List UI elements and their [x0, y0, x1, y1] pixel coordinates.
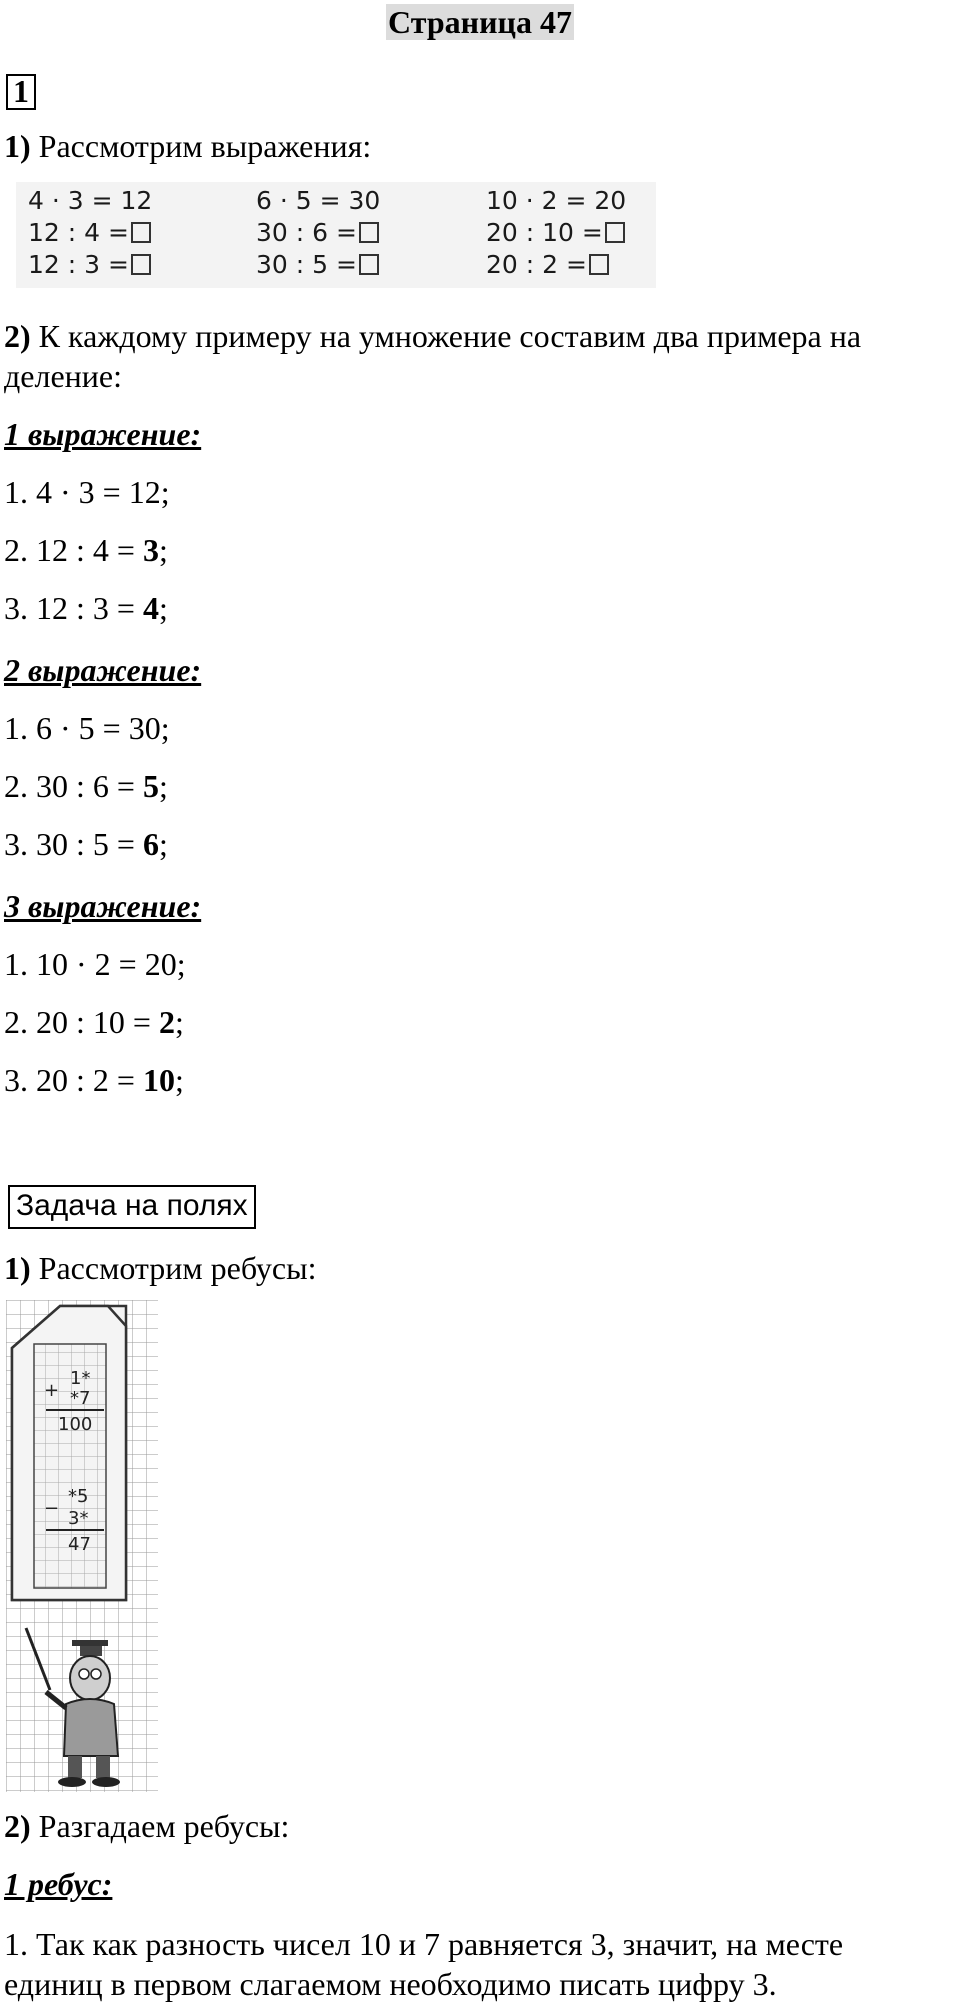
step-text: Разгадаем ребусы: — [30, 1808, 290, 1844]
page-title: Страница 47 — [388, 4, 572, 40]
solution-line: 2. 20 : 10 = 2; — [4, 1004, 184, 1040]
step-1-line — [4, 126, 371, 166]
group-header: 2 выражение: — [4, 652, 202, 688]
expr-col-2-row-2: 30 : 6 = — [256, 218, 379, 248]
answer: 6 — [142, 826, 159, 862]
step-text: Рассмотрим выражения: — [30, 128, 372, 164]
expr-col-1-row-1: 4 · 3 = 12 — [28, 186, 153, 215]
exercise-number: 1 — [6, 74, 36, 110]
step-number: 1) — [4, 1250, 31, 1286]
margin-step-2-line — [4, 1806, 289, 1846]
blank-square-icon — [359, 254, 379, 275]
step-text: К каждому примеру на умножение составим два примера на — [30, 318, 862, 354]
answer: 2 — [158, 1004, 175, 1040]
solution-line: 2. 12 : 4 = 3; — [4, 532, 168, 568]
solution-line: 3. 12 : 3 = 4; — [4, 590, 168, 626]
answer: 10 — [142, 1062, 175, 1098]
step-2-line — [4, 316, 861, 356]
step-number: 2) — [4, 318, 31, 354]
rebus-1-sign: + — [44, 1380, 60, 1401]
group-header: 1 выражение: — [4, 416, 202, 452]
expressions-image — [16, 182, 656, 288]
blank-square-icon — [131, 254, 151, 275]
rebus-illustration — [6, 1300, 158, 1792]
expr-col-2-row-3: 30 : 5 = — [256, 250, 379, 280]
group-header: 3 выражение: — [4, 888, 202, 924]
rebus-2-row-1: *5 — [68, 1486, 89, 1507]
rebus-drawing — [6, 1300, 158, 1792]
solution-line: 3. 30 : 5 = 6; — [4, 826, 168, 862]
margin-step-1-line — [4, 1248, 317, 1288]
expr-col-3-row-3: 20 : 2 = — [486, 250, 609, 280]
rebus-1-row-2: *7 — [70, 1388, 91, 1409]
step-number: 1) — [4, 128, 31, 164]
blank-square-icon — [589, 254, 609, 275]
step-number: 2) — [4, 1808, 31, 1844]
solution-line: 3. 20 : 2 = 10; — [4, 1062, 184, 1098]
expr-col-3-row-2: 20 : 10 = — [486, 218, 625, 248]
solution-line: 2. 30 : 6 = 5; — [4, 768, 168, 804]
rebus-header: 1 ребус: — [4, 1866, 113, 1902]
rebus-1-result: 100 — [58, 1414, 93, 1435]
blank-square-icon — [605, 222, 625, 243]
margin-task-label: Задача на полях — [8, 1185, 256, 1229]
expr-col-3-row-1: 10 · 2 = 20 — [486, 186, 627, 215]
answer: 5 — [142, 768, 159, 804]
rebus-explanation-line-2: единиц в первом слагаемом необходимо писать цифру 3. — [4, 1966, 777, 2002]
blank-square-icon — [359, 222, 379, 243]
solution-line: 1. 4 · 3 = 12; — [4, 474, 170, 510]
solution-line: 1. 6 · 5 = 30; — [4, 710, 170, 746]
expr-col-2-row-1: 6 · 5 = 30 — [256, 186, 381, 215]
rebus-2-result: 47 — [68, 1534, 91, 1555]
expr-col-1-row-3: 12 : 3 = — [28, 250, 151, 280]
rebus-2-sign: − — [44, 1498, 60, 1519]
step-2-line-cont: деление: — [4, 358, 122, 394]
blank-square-icon — [131, 222, 151, 243]
answer: 3 — [142, 532, 159, 568]
rebus-1-row-1: 1* — [70, 1368, 91, 1389]
answer: 4 — [142, 590, 159, 626]
expr-col-1-row-2: 12 : 4 = — [28, 218, 151, 248]
step-text: Рассмотрим ребусы: — [30, 1250, 317, 1286]
rebus-2-row-2: 3* — [68, 1508, 89, 1529]
solution-line: 1. 10 · 2 = 20; — [4, 946, 186, 982]
rebus-explanation-line-1: 1. Так как разность чисел 10 и 7 равняется 3, значит, на месте — [4, 1926, 844, 1962]
